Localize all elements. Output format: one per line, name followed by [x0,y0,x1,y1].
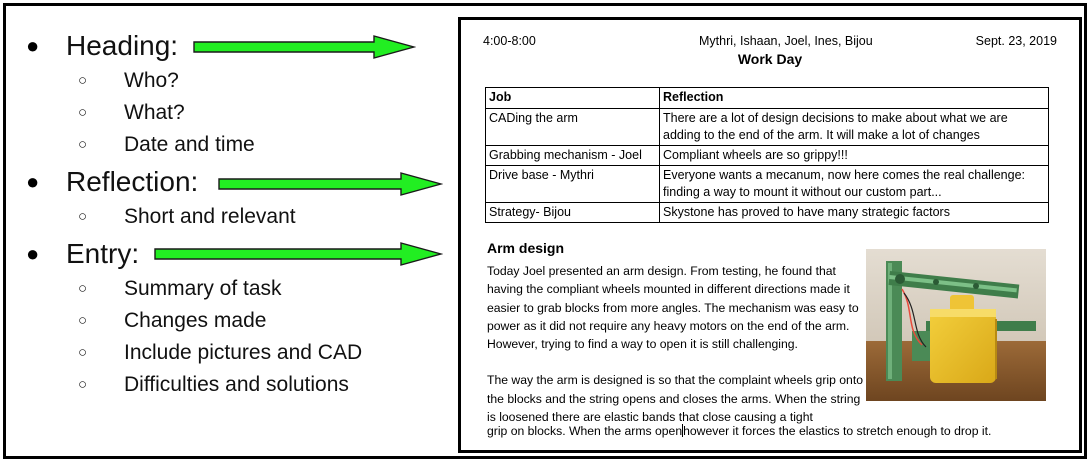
sub-bullet-icon: ○ [78,136,88,153]
outline-item-reflection [16,166,198,198]
outline-subitem [78,68,179,94]
table-row [486,109,1049,146]
entry-line-end: however it forces the elastics to stretch enough to drop it. [683,424,992,438]
reflection-arrow-icon [217,171,443,197]
attendees: Mythri, Ishaan, Joel, Ines, Bijou [699,34,873,48]
outline-subitem [78,308,266,334]
job-cell: Strategy- Bijou [486,203,660,223]
section-title: Arm design [487,240,565,256]
entry-text [487,262,863,426]
outline-subitem [78,276,282,302]
entry-last-line[interactable] [487,422,1047,440]
sub-bullet-icon: ○ [78,344,88,361]
sub-bullet-icon: ○ [78,104,88,121]
outline-item-label: Entry: [66,238,140,269]
sub-bullet-icon: ○ [78,376,88,393]
outline-subitem-label: Date and time [124,133,255,156]
outline-subitem [78,340,362,366]
entry-arrow-icon [153,241,443,267]
outline-subitem-label: Include pictures and CAD [124,341,363,364]
table-row [486,166,1049,203]
reflection-cell: Everyone wants a mecanum, now here comes the real challenge: finding a way to mount it without our custom part... [660,166,1049,203]
column-header-job: Job [486,88,660,109]
sub-bullet-icon: ○ [78,72,88,89]
sub-bullet-icon: ○ [78,280,88,297]
outline-subitem-label: Who? [124,69,179,92]
reflection-cell: Skystone has proved to have many strategic factors [660,203,1049,223]
heading-arrow-icon [192,34,416,60]
outline-subitem-label: What? [124,101,185,124]
outline-item-label: Heading: [66,30,179,61]
outline-subitem-label: Difficulties and solutions [124,373,349,396]
outline-subitem [78,100,185,126]
outline-list [6,6,456,462]
document-title: Work Day [737,51,803,67]
arm-photo [866,249,1046,401]
entry-paragraph-1: Today Joel presented an arm design. From testing, he found that having the compliant wheels mounted in different directions made it easier to grab blocks from more angles. The mechanism was easy to power as it did not require any heavy motors on the end of the arm. However, trying to find a way to open it is still challenging. [487,264,859,352]
outline-item-heading [16,30,178,62]
outline-subitem-label: Short and relevant [124,205,296,228]
sub-bullet-icon: ○ [78,208,88,225]
table-row [486,146,1049,166]
job-cell: Drive base - Mythri [486,166,660,203]
bullet-icon: ● [26,241,40,266]
reflection-table [485,87,1049,223]
outline-subitem [78,372,349,398]
outline-item-label: Reflection: [66,166,199,197]
outline-subitem-label: Changes made [124,309,267,332]
sub-bullet-icon: ○ [78,312,88,329]
bullet-icon: ● [26,169,40,194]
journal-document [458,17,1082,453]
outline-subitem [78,204,296,230]
outline-item-entry [16,238,139,270]
table-header-row [486,88,1049,109]
meeting-date: Sept. 23, 2019 [975,34,1057,48]
job-cell: CADing the arm [486,109,660,146]
entry-line-start: grip on blocks. When the arms open [487,424,683,438]
entry-paragraph-2: The way the arm is designed is so that the complaint wheels grip onto the blocks and the string opens and closes the arms. When the string is loosened there are elastic bands that close causing a tight [487,373,863,425]
reflection-cell: Compliant wheels are so grippy!!! [660,146,1049,166]
robot-arm-image-icon [866,249,1046,401]
reflection-cell: There are a lot of design decisions to make about what we are adding to the end of the arm. It will make a lot of changes [660,109,1049,146]
meeting-time: 4:00-8:00 [483,34,536,48]
job-cell: Grabbing mechanism - Joel [486,146,660,166]
column-header-reflection: Reflection [660,88,1049,109]
bullet-icon: ● [26,33,40,58]
outline-subitem-label: Summary of task [124,277,282,300]
outline-subitem [78,132,255,158]
table-row [486,203,1049,223]
slide-frame [3,3,1087,459]
